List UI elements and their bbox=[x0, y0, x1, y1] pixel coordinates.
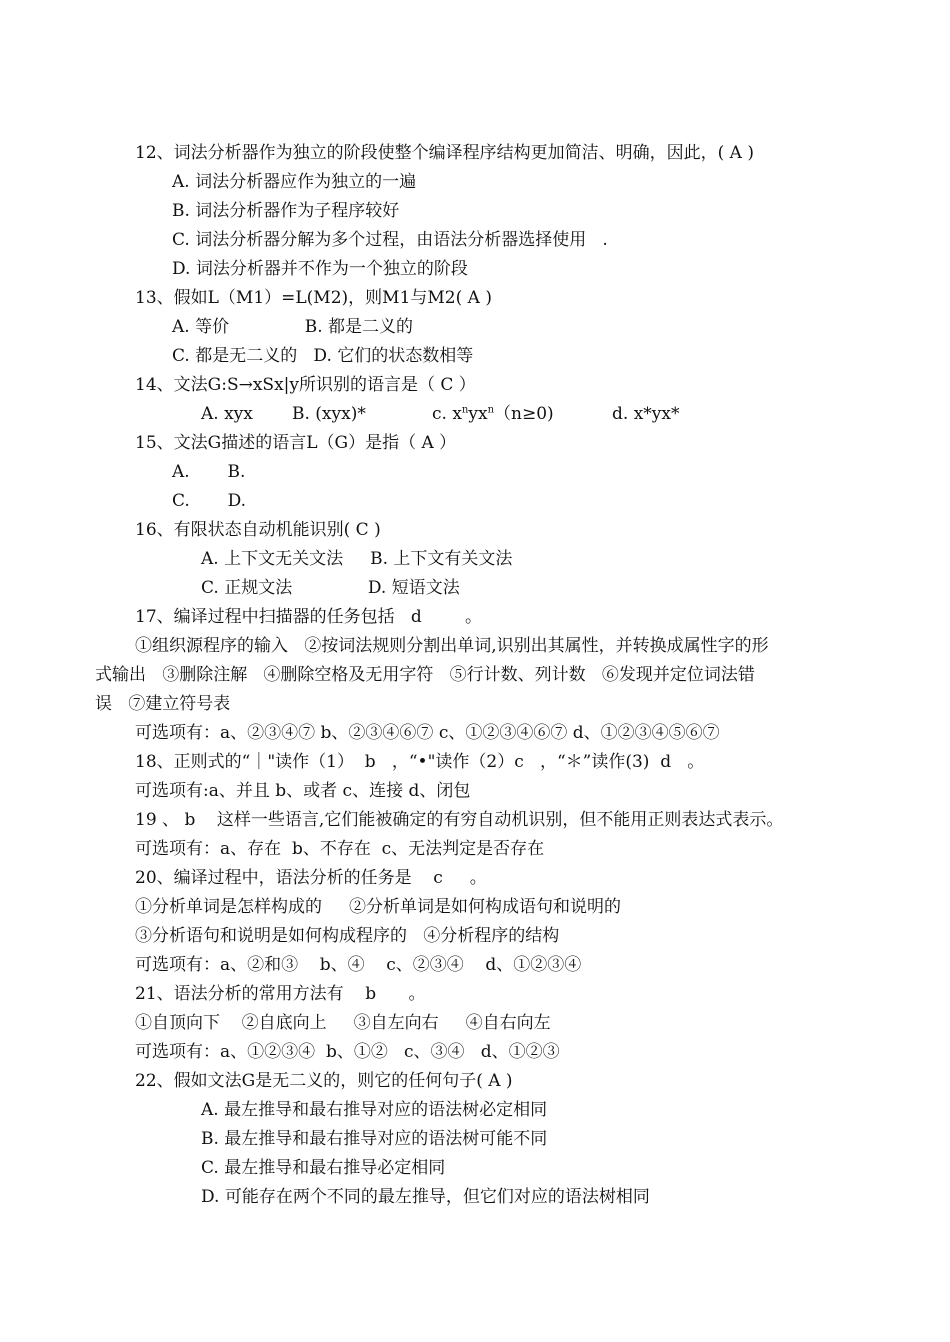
q12-option-b: B. 词法分析器作为子程序较好 bbox=[172, 201, 400, 221]
q14-option-a: A. xyx bbox=[201, 404, 253, 424]
q12-option-d: D. 词法分析器并不作为一个独立的阶段 bbox=[172, 259, 468, 279]
q20-stem: 20、编译过程中，语法分析的任务是 c 。 bbox=[135, 868, 487, 888]
q17-stem: 17、编译过程中扫描器的任务包括 d 。 bbox=[135, 607, 482, 627]
q12-stem: 12、词法分析器作为独立的阶段使整个编译程序结构更加简洁、明确，因此，( A ) bbox=[135, 143, 754, 163]
q12-option-a: A. 词法分析器应作为独立的一遍 bbox=[172, 172, 417, 192]
q22-option-a: A. 最左推导和最右推导对应的语法树必定相同 bbox=[201, 1100, 548, 1120]
q17-choices: 可选项有：a、②③④⑦ b、②③④⑥⑦ c、①②③④⑥⑦ d、①②③④⑤⑥⑦ bbox=[135, 723, 720, 743]
q16-options-cd: C. 正规文法 D. 短语文法 bbox=[201, 578, 460, 598]
q22-option-c: C. 最左推导和最右推导必定相同 bbox=[201, 1158, 446, 1178]
q15-options-ab: A. B. bbox=[172, 462, 246, 482]
q13-options-cd: C. 都是无二义的 D. 它们的状态数相等 bbox=[172, 346, 474, 366]
q13-options-ab: A. 等价 B. 都是二义的 bbox=[172, 317, 414, 337]
q20-text-line: ①分析单词是怎样构成的 ②分析单词是如何构成语句和说明的 bbox=[135, 897, 622, 917]
q19-choices: 可选项有：a、存在 b、不存在 c、无法判定是否存在 bbox=[135, 839, 545, 859]
q16-stem: 16、有限状态自动机能识别( C ) bbox=[135, 520, 381, 540]
q17-text-line: ①组织源程序的输入 ②按词法规则分割出单词,识别出其属性，并转换成属性字的形 bbox=[135, 636, 769, 656]
q20-text-line: ③分析语句和说明是如何构成程序的 ④分析程序的结构 bbox=[135, 926, 560, 946]
q21-stem: 21、语法分析的常用方法有 b 。 bbox=[135, 984, 426, 1004]
q17-text-line: 式输出 ③删除注解 ④删除空格及无用字符 ⑤行计数、列计数 ⑥发现并定位词法错 bbox=[95, 665, 755, 685]
q19-stem: 19 、 b 这样一些语言,它们能被确定的有穷自动机识别，但不能用正则表达式表示。 bbox=[135, 810, 784, 830]
q17-text-line: 误 ⑦建立符号表 bbox=[95, 694, 231, 714]
q18-stem: 18、正则式的“｜"读作（1） b ，“•"读作（2）c ，“＊”读作(3) d 。 bbox=[135, 752, 705, 772]
q14-option-c: c. $x^nyx^n(n\ge 0)$ bbox=[432, 404, 554, 424]
q21-choices: 可选项有：a、①②③④ b、①② c、③④ d、①②③ bbox=[135, 1042, 560, 1062]
q16-options-ab: A. 上下文无关文法 B. 上下文有关文法 bbox=[201, 549, 513, 569]
q12-option-c: C. 词法分析器分解为多个过程，由语法分析器选择使用 . bbox=[172, 230, 608, 250]
q18-choices: 可选项有:a、并且 b、或者 c、连接 d、闭包 bbox=[135, 781, 471, 801]
q22-stem: 22、假如文法G是无二义的，则它的任何句子( A ) bbox=[135, 1071, 513, 1091]
q14-option-d: d. x*yx* bbox=[612, 404, 680, 424]
q14-stem: 14、文法G:S→xSx|y所识别的语言是（ C ） bbox=[135, 375, 476, 395]
q22-option-b: B. 最左推导和最右推导对应的语法树可能不同 bbox=[201, 1129, 548, 1149]
q14-option-b: B. (xyx)* bbox=[292, 404, 366, 424]
q21-text-line: ①自顶向下 ②自底向上 ③自左向右 ④自右向左 bbox=[135, 1013, 551, 1033]
q20-choices: 可选项有：a、②和③ b、④ c、②③④ d、①②③④ bbox=[135, 955, 582, 975]
q15-options-cd: C. D. bbox=[172, 491, 247, 511]
q22-option-d: D. 可能存在两个不同的最左推导，但它们对应的语法树相同 bbox=[201, 1187, 650, 1207]
q13-stem: 13、假如L（M1）=L(M2)，则M1与M2( A ) bbox=[135, 288, 492, 308]
q15-stem: 15、文法G描述的语言L（G）是指（ A ） bbox=[135, 433, 457, 453]
